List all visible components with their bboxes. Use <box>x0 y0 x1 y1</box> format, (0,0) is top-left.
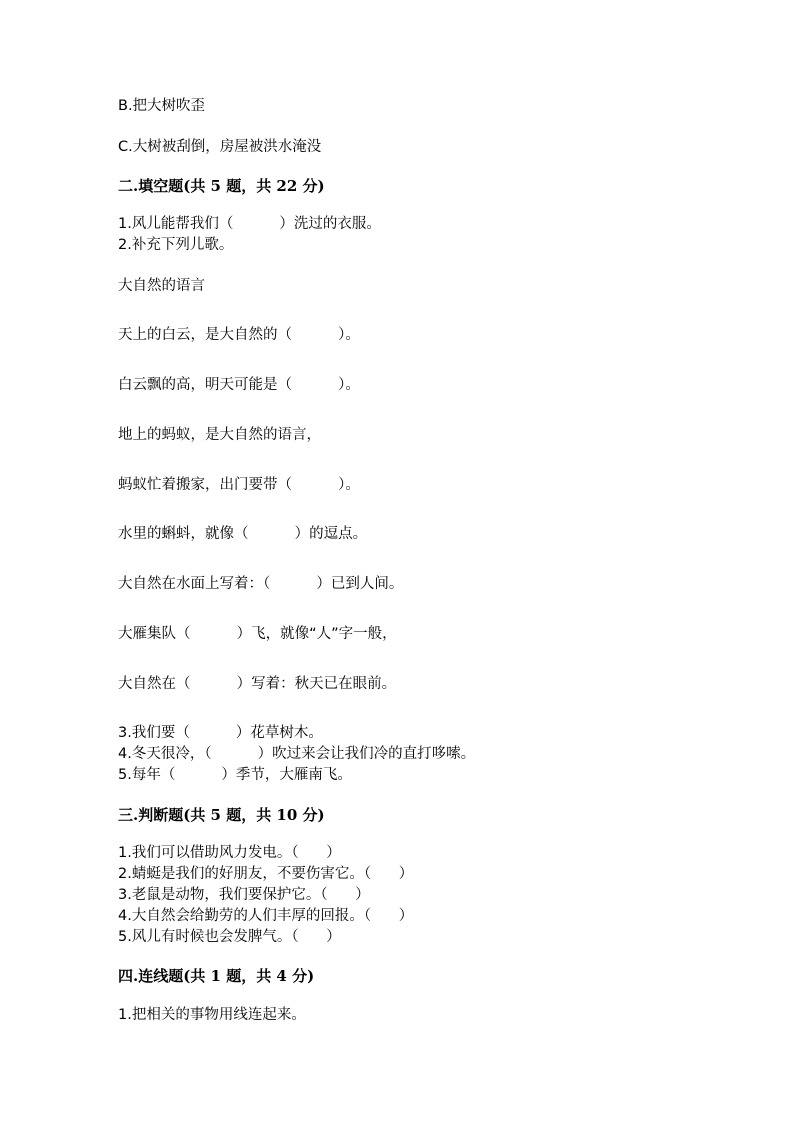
option-b: B.把大树吹歪 <box>118 98 206 114</box>
match-question-1: 1.把相关的事物用线连起来。 <box>118 1007 306 1023</box>
section-4-heading: 四.连线题(共 1 题，共 4 分) <box>118 967 315 985</box>
poem-title: 大自然的语言 <box>118 278 205 294</box>
judge-item: 3.老鼠是动物，我们要保护它。（ ） <box>118 887 370 903</box>
fill-question-1: 1.风儿能帮我们（ ）洗过的衣服。 <box>118 216 381 232</box>
fill-question-2: 2.补充下列儿歌。 <box>118 237 234 253</box>
poem-line: 天上的白云，是大自然的（ ）。 <box>118 327 360 343</box>
judge-item: 1.我们可以借助风力发电。（ ） <box>118 845 341 861</box>
poem-line: 蚂蚁忙着搬家，出门要带（ ）。 <box>118 477 360 493</box>
poem-line: 地上的蚂蚁，是大自然的语言， <box>118 427 321 443</box>
section-2-heading: 二.填空题(共 5 题，共 22 分) <box>118 177 325 195</box>
fill-question-5: 5.每年（ ）季节，大雁南飞。 <box>118 767 352 783</box>
judge-item: 2.蜻蜓是我们的好朋友，不要伤害它。（ ） <box>118 866 414 882</box>
poem-line: 大自然在（ ）写着：秋天已在眼前。 <box>118 676 397 692</box>
judge-item: 5.风儿有时候也会发脾气。（ ） <box>118 929 341 945</box>
poem-line: 大雁集队（ ）飞，就像“人”字一般， <box>118 626 397 642</box>
poem-line: 水里的蝌蚪，就像（ ）的逗点。 <box>118 526 368 542</box>
section-3-heading: 三.判断题(共 5 题，共 10 分) <box>118 806 325 824</box>
poem-line: 白云飘的高，明天可能是（ ）。 <box>118 377 360 393</box>
poem-line: 大自然在水面上写着：（ ）已到人间。 <box>118 576 404 592</box>
option-c: C.大树被刮倒，房屋被洪水淹没 <box>118 139 322 155</box>
fill-question-4: 4.冬天很冷，（ ）吹过来会让我们冷的直打哆嗦。 <box>118 746 476 762</box>
judge-item: 4.大自然会给勤劳的人们丰厚的回报。（ ） <box>118 908 414 924</box>
fill-question-3: 3.我们要（ ）花草树木。 <box>118 725 323 741</box>
